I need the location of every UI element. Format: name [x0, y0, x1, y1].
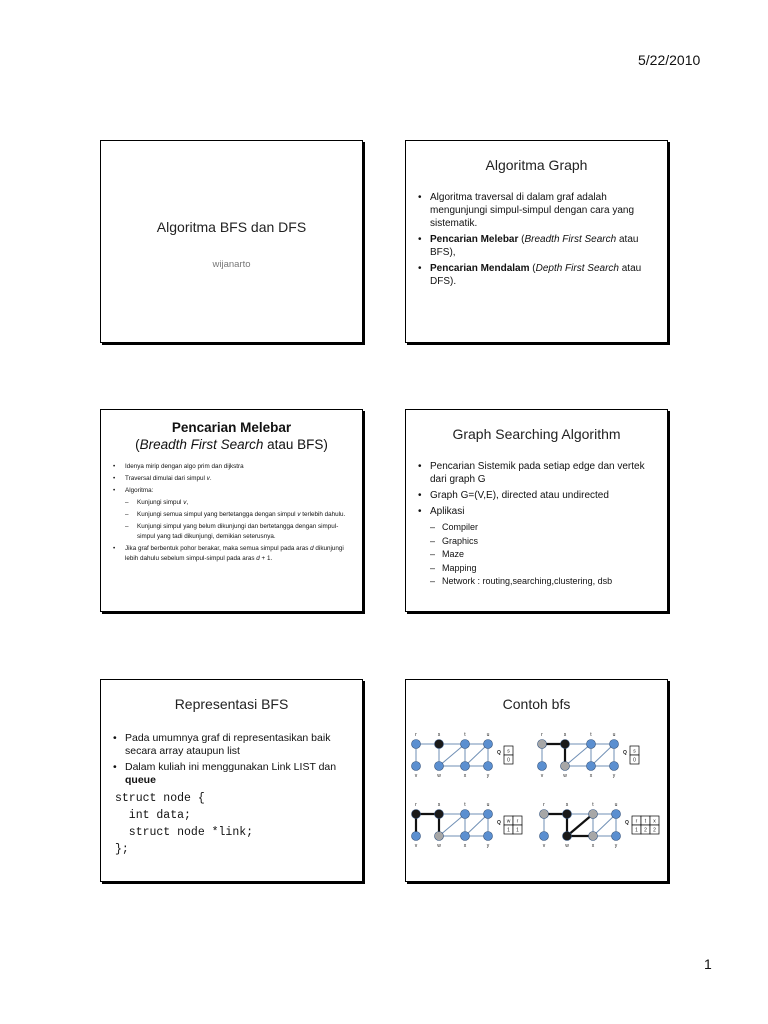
node-label: r	[415, 802, 417, 808]
queue-label: Q	[625, 820, 629, 826]
graph-node	[561, 740, 570, 749]
graph-node	[484, 832, 493, 841]
node-label: x	[589, 773, 593, 779]
node-label: v	[540, 773, 544, 779]
graph-node	[484, 762, 493, 771]
bullet: • Aplikasi	[418, 505, 653, 518]
queue-label: Q	[623, 750, 627, 756]
node-label: v	[542, 843, 546, 849]
queue-distance: 0	[633, 757, 636, 764]
queue-value: s	[633, 748, 636, 755]
graph-node	[435, 762, 444, 771]
sub-bullet: – Kunjungi simpul v,	[113, 498, 352, 508]
node-label: t	[464, 732, 466, 738]
slide-3-title: Pencarian Melebar	[171, 420, 292, 435]
graph-node	[540, 810, 549, 819]
graph-node	[561, 762, 570, 771]
graph-node	[435, 832, 444, 841]
node-label: v	[414, 843, 418, 849]
queue-value: t	[644, 818, 647, 825]
graph-node	[589, 832, 598, 841]
queue-distance: 0	[507, 757, 510, 764]
graph-edge	[565, 744, 591, 766]
queue-distance: 1	[507, 827, 510, 834]
node-label: x	[591, 843, 595, 849]
slide-6-title: Contoh bfs	[502, 696, 571, 712]
slide-2-bullets	[418, 191, 653, 288]
slide-2-title: Algoritma Graph	[485, 157, 588, 173]
sub-bullet: – Mapping	[418, 562, 653, 575]
bullet: • Pencarian Mendalam (Depth First Search atau DFS).	[418, 262, 653, 288]
graph-node	[412, 740, 421, 749]
graph-node	[610, 740, 619, 749]
queue-distance: 2	[653, 827, 656, 834]
queue-distance: 1	[516, 827, 519, 834]
bullet: • Algoritma:	[113, 486, 352, 496]
graph-node	[538, 762, 547, 771]
bullet: • Pada umumnya graf di representasikan baik secara array ataupun list	[113, 732, 348, 758]
sub-bullet: – Compiler	[418, 521, 653, 534]
code-block: struct node { int data; struct node *link; };	[115, 792, 254, 856]
queue-label: Q	[497, 820, 501, 826]
node-label: y	[612, 773, 616, 779]
node-label: t	[592, 802, 594, 808]
slide-1	[100, 140, 363, 343]
bfs-example-diagram	[406, 724, 667, 874]
queue-value: s	[507, 748, 510, 755]
queue-value: r	[516, 818, 519, 825]
graph-node	[461, 740, 470, 749]
node-label: u	[612, 732, 616, 738]
node-label: s	[437, 732, 441, 738]
bullet: • Pencarian Melebar (Breadth First Search atau BFS),	[418, 233, 653, 259]
slide-3-subtitle: (Breadth First Search atau BFS)	[135, 437, 328, 452]
graph-node	[563, 832, 572, 841]
node-label: y	[614, 843, 618, 849]
graph-node	[612, 832, 621, 841]
slide-4-bullets	[418, 460, 653, 588]
slide-2	[405, 140, 668, 343]
page-number: 1	[704, 956, 712, 972]
bullet: • Jika graf berbentuk pohor berakar, maka semua simpul pada aras d dikunjungi lebih dahulu sebelum simpul-simpul pada aras d + 1.	[113, 544, 352, 564]
slide-3	[100, 409, 363, 612]
sub-bullet: – Maze	[418, 548, 653, 561]
node-label: v	[414, 773, 418, 779]
bullet: • Dalam kuliah ini menggunakan Link LIST dan queue	[113, 761, 348, 787]
slide-1-title: Algoritma BFS dan DFS	[156, 219, 307, 235]
graph-node	[435, 740, 444, 749]
node-label: u	[486, 732, 490, 738]
node-label: u	[486, 802, 490, 808]
graph-node	[587, 740, 596, 749]
slide-4	[405, 409, 668, 612]
node-label: y	[486, 773, 490, 779]
bullet: • Algoritma traversal di dalam graf adalah mengunjungi simpul-simpul dengan cara yang sistematik.	[418, 191, 653, 230]
bullet: • Graph G=(V,E), directed atau undirected	[418, 489, 653, 502]
graph-node	[484, 740, 493, 749]
node-label: t	[590, 732, 592, 738]
graph-node	[538, 740, 547, 749]
graph-node	[461, 810, 470, 819]
graph-node	[412, 810, 421, 819]
node-label: x	[463, 773, 467, 779]
node-label: s	[565, 802, 569, 808]
queue-value: r	[635, 818, 638, 825]
node-label: s	[563, 732, 567, 738]
node-label: w	[563, 773, 567, 779]
sub-bullet: – Kunjungi semua simpul yang bertetangga dengan simpul v terlebih dahulu.	[113, 510, 352, 520]
node-label: u	[614, 802, 618, 808]
node-label: y	[486, 843, 490, 849]
bullet: • Traversal dimulai dari simpul v.	[113, 474, 352, 484]
node-label: r	[543, 802, 545, 808]
graph-node	[563, 810, 572, 819]
slide-5-bullets	[113, 732, 348, 787]
node-label: w	[437, 843, 441, 849]
queue-label: Q	[497, 750, 501, 756]
slide-1-author: wijanarto	[212, 259, 251, 270]
slide-6	[405, 679, 668, 882]
queue-distance: 2	[644, 827, 647, 834]
queue-value: w	[506, 818, 511, 825]
node-label: t	[464, 802, 466, 808]
slide-5	[100, 679, 363, 882]
queue-distance: 1	[635, 827, 638, 834]
sub-bullet: – Network : routing,searching,clustering, dsb	[418, 575, 653, 588]
graph-node	[412, 762, 421, 771]
graph-edge	[439, 814, 465, 836]
slide-5-title: Representasi BFS	[174, 696, 289, 712]
node-label: s	[437, 802, 441, 808]
slide-4-title: Graph Searching Algorithm	[452, 426, 621, 442]
sub-bullet: – Kunjungi simpul yang belum dikunjungi dan bertetangga dengan simpul-simpul yang tadi dikunjungi, demikian seterusnya.	[113, 522, 352, 542]
node-label: x	[463, 843, 467, 849]
bullet: • Pencarian Sistemik pada setiap edge dan vertek dari graph G	[418, 460, 653, 486]
graph-node	[435, 810, 444, 819]
bullet: • Idenya mirip dengan algo prim dan dijkstra	[113, 462, 352, 472]
graph-edge	[439, 744, 465, 766]
graph-node	[612, 810, 621, 819]
node-label: w	[565, 843, 569, 849]
node-label: r	[415, 732, 417, 738]
node-label: r	[541, 732, 543, 738]
slide-3-bullets	[113, 462, 352, 564]
graph-node	[484, 810, 493, 819]
graph-node	[589, 810, 598, 819]
queue-value: x	[653, 818, 656, 825]
graph-node	[461, 832, 470, 841]
sub-bullet: – Graphics	[418, 535, 653, 548]
graph-node	[540, 832, 549, 841]
graph-node	[461, 762, 470, 771]
graph-node	[412, 832, 421, 841]
header-date: 5/22/2010	[638, 52, 701, 68]
graph-edge	[567, 814, 593, 836]
node-label: w	[437, 773, 441, 779]
graph-node	[587, 762, 596, 771]
graph-node	[610, 762, 619, 771]
